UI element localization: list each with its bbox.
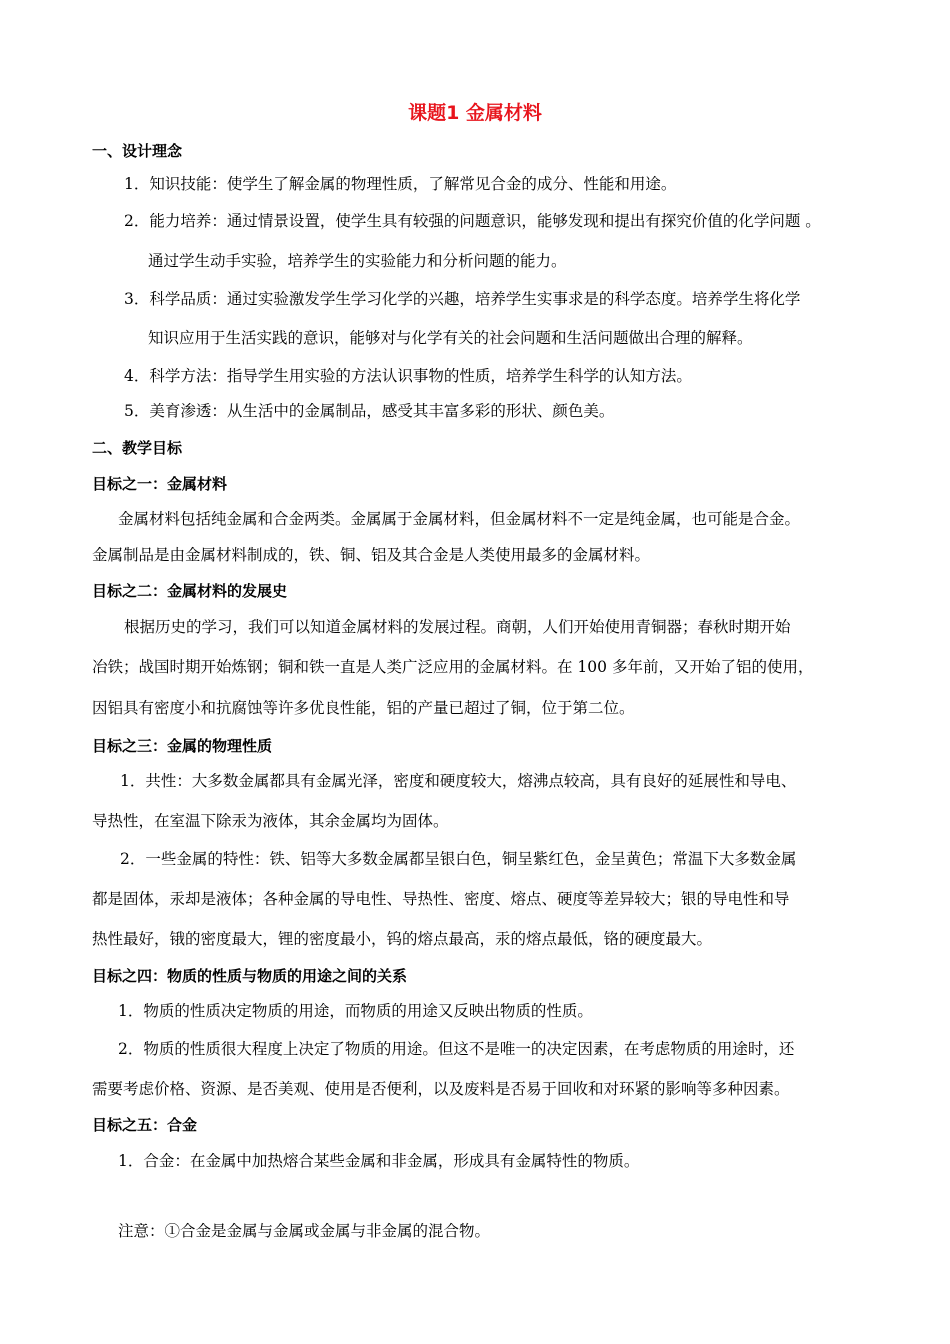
goal3-heading: 目标之三：金属的物理性质 — [92, 737, 273, 755]
paragraph-line: 冶铁；战国时期开始炼钢；铜和铁一直是人类广泛应用的金属材料。在 100 多年前，又开始了铝的使用， — [92, 658, 814, 676]
paragraph-line: 3．科学品质：通过实验激发学生学习化学的兴趣，培养学生实事求是的科学态度。培养学生将化学 — [124, 290, 801, 308]
paragraph-line: 因铝具有密度小和抗腐蚀等许多优良性能，铝的产量已超过了铜，位于第二位。 — [92, 699, 635, 717]
paragraph-line: 1．共性：大多数金属都具有金属光泽，密度和硬度较大，熔沸点较高，具有良好的延展性和导电、 — [120, 772, 797, 790]
paragraph-line: 都是固体，汞却是液体；各种金属的导电性、导热性、密度、熔点、硬度等差异较大；银的导电性和导 — [92, 890, 790, 908]
goal1-heading: 目标之一：金属材料 — [92, 475, 228, 493]
paragraph-line: 1．物质的性质决定物质的用途，而物质的用途又反映出物质的性质。 — [118, 1002, 593, 1020]
paragraph-line: 金属材料包括纯金属和合金两类。金属属于金属材料，但金属材料不一定是纯金属，也可能是合金。 — [118, 510, 801, 528]
paragraph-line: 5．美育渗透：从生活中的金属制品，感受其丰富多彩的形状、颜色美。 — [124, 402, 615, 420]
paragraph-line: 通过学生动手实验，培养学生的实验能力和分析问题的能力。 — [148, 252, 567, 270]
paragraph-line: 2．物质的性质很大程度上决定了物质的用途。但这不是唯一的决定因素，在考虑物质的用途时，还 — [118, 1040, 795, 1058]
paragraph-line: 2．能力培养：通过情景设置，使学生具有较强的问题意识，能够发现和提出有探究价值的化学问题 。 — [124, 212, 821, 230]
paragraph-line: 热性最好，锇的密度最大，锂的密度最小，钨的熔点最高，汞的熔点最低，铬的硬度最大。 — [92, 930, 713, 948]
paragraph-line: 1．合金：在金属中加热熔合某些金属和非金属，形成具有金属特性的物质。 — [118, 1152, 640, 1170]
section-heading-goals: 二、教学目标 — [92, 439, 183, 457]
paragraph-line: 知识应用于生活实践的意识，能够对与化学有关的社会问题和生活问题做出合理的解释。 — [148, 329, 753, 347]
paragraph-line: 金属制品是由金属材料制成的，铁、铜、铝及其合金是人类使用最多的金属材料。 — [92, 546, 651, 564]
paragraph-line: 4．科学方法：指导学生用实验的方法认识事物的性质，培养学生科学的认知方法。 — [124, 367, 692, 385]
note-line: 注意：①合金是金属与金属或金属与非金属的混合物。 — [118, 1222, 491, 1240]
paragraph-line: 2．一些金属的特性：铁、铝等大多数金属都呈银白色，铜呈紫红色，金呈黄色；常温下大多数金属 — [120, 850, 797, 868]
paragraph-line: 需要考虑价格、资源、是否美观、使用是否便利，以及废料是否易于回收和对环紧的影响等多种因素。 — [92, 1080, 790, 1098]
section-heading-design: 一、设计理念 — [92, 142, 183, 160]
goal4-heading: 目标之四：物质的性质与物质的用途之间的关系 — [92, 967, 408, 985]
paragraph-line: 1．知识技能：使学生了解金属的物理性质，了解常见合金的成分、性能和用途。 — [124, 175, 677, 193]
paragraph-line: 导热性，在室温下除汞为液体，其余金属均为固体。 — [92, 812, 449, 830]
goal5-heading: 目标之五：合金 — [92, 1116, 198, 1134]
page-title: 课题1 金属材料 — [408, 102, 542, 124]
paragraph-line: 根据历史的学习，我们可以知道金属材料的发展过程。商朝，人们开始使用青铜器；春秋时期开始 — [124, 618, 791, 636]
goal2-heading: 目标之二：金属材料的发展史 — [92, 582, 288, 600]
